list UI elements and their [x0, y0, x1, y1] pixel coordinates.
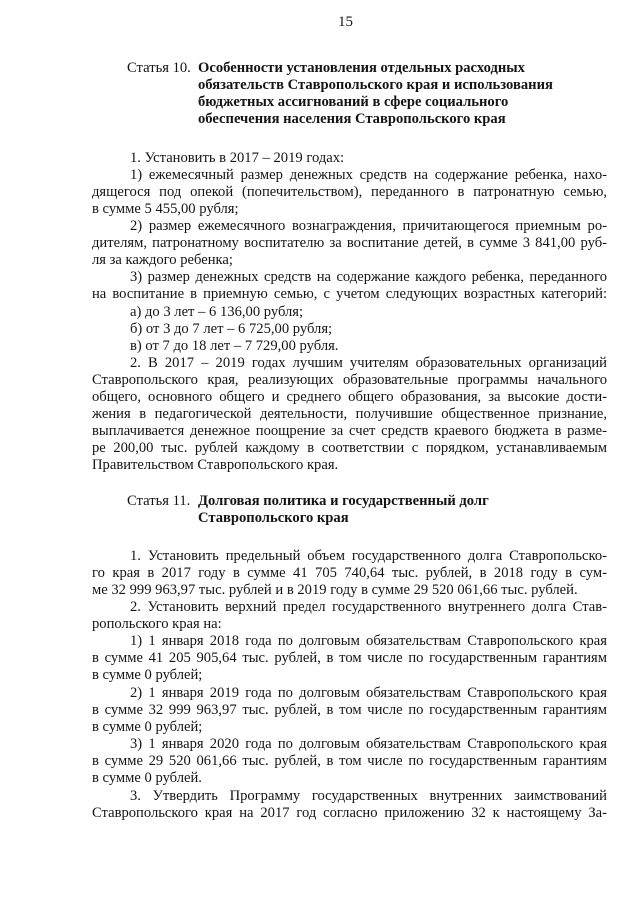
article-10-text-line: ля за каждого ребенка;	[92, 252, 233, 268]
article-11-text-line: 3. Утвердить Программу государственных внутренних заимствований	[130, 788, 607, 804]
article-10-text-line: в сумме 5 455,00 рубля;	[92, 201, 239, 217]
article-11-text-line: 2) 1 января 2019 года по долговым обязательствам Ставропольского края	[130, 685, 607, 701]
article-11-text-line: ме 32 999 963,97 тыс. рублей и в 2019 году в сумме 29 520 061,66 тыс. рублей.	[92, 582, 578, 598]
article-11-title-line: Ставропольского края	[198, 510, 349, 526]
article-11-title-line: Долговая политика и государственный долг	[198, 493, 489, 509]
article-10-title-line: обязательств Ставропольского края и использования	[198, 77, 553, 93]
article-11-text-line: в сумме 29 520 061,66 тыс. рублей, в том числе по государственным гарантиям	[92, 753, 607, 769]
article-10-title-line: Особенности установления отдельных расходных	[198, 60, 525, 76]
article-10-text-line: а) до 3 лет – 6 136,00 рубля;	[130, 304, 304, 320]
article-10-text-line: 3) размер денежных средств на содержание каждого ребенка, переданного	[130, 269, 607, 285]
article-11-text-line: 1) 1 января 2018 года по долговым обязательствам Ставропольского края	[130, 633, 607, 649]
article-10-text-line: выплачивается денежное поощрение за счет средств краевого бюджета в разме-	[92, 423, 607, 439]
article-10-text-line: жения в педагогической деятельности, получившие общественное признание,	[92, 406, 607, 422]
article-11-label: Статья 11.	[127, 493, 191, 509]
article-10-text-line: дящегося под опекой (попечительством), переданного в патронатную семью,	[92, 184, 607, 200]
article-10-text-line: 2. В 2017 – 2019 годах лучшим учителям образовательных организаций	[130, 355, 607, 371]
article-11-text-line: в сумме 0 рублей;	[92, 719, 203, 735]
article-10-text-line: 1. Установить в 2017 – 2019 годах:	[130, 150, 345, 166]
article-11-text-line: Ставропольского края на 2017 год согласно приложению 32 к настоящему За-	[92, 805, 607, 821]
article-10-text-line: Ставропольского края, реализующих образовательные программы начального	[92, 372, 607, 388]
article-11-text-line: в сумме 41 205 905,64 тыс. рублей, в том числе по государственным гарантиям	[92, 650, 607, 666]
article-10-text-line: 2) размер ежемесячного вознаграждения, причитающегося приемным ро-	[130, 218, 607, 234]
article-11-text-line: 1. Установить предельный объем государственного долга Ставропольско-	[130, 548, 607, 564]
article-10-text-line: ре 200,00 тыс. рублей каждому в соответствии с порядком, устанавливаемым	[92, 440, 607, 456]
article-11-text-line: 3) 1 января 2020 года по долговым обязательствам Ставропольского края	[130, 736, 607, 752]
article-10-text-line: на воспитание в приемную семью, с учетом следующих возрастных категорий:	[92, 286, 607, 302]
article-10-text-line: общего, основного общего и среднего общего образования, за высокие дости-	[92, 389, 607, 405]
article-11-text-line: го края в 2017 году в сумме 41 705 740,64 тыс. рублей, в 2018 году в сум-	[92, 565, 607, 581]
article-11-text-line: 2. Установить верхний предел государственного внутреннего долга Став-	[130, 599, 607, 615]
article-11-text-line: в сумме 0 рублей.	[92, 770, 202, 786]
article-10-text-line: Правительством Ставропольского края.	[92, 457, 339, 473]
page-number: 15	[338, 14, 353, 30]
article-10-title-line: бюджетных ассигнований в сфере социального	[198, 94, 509, 110]
article-11-text-line: в сумме 0 рублей;	[92, 667, 203, 683]
article-10-text-line: б) от 3 до 7 лет – 6 725,00 рубля;	[130, 321, 333, 337]
article-10-text-line: дителям, патронатному воспитателю за воспитание детей, в сумме 3 841,00 руб-	[92, 235, 607, 251]
article-10-text-line: 1) ежемесячный размер денежных средств на содержание ребенка, нахо-	[130, 167, 607, 183]
article-11-text-line: в сумме 32 999 963,97 тыс. рублей, в том числе по государственным гарантиям	[92, 702, 607, 718]
article-11-text-line: ропольского края на:	[92, 616, 222, 632]
article-10-text-line: в) от 7 до 18 лет – 7 729,00 рубля.	[130, 338, 339, 354]
article-10-title-line: обеспечения населения Ставропольского края	[198, 111, 506, 127]
article-10-label: Статья 10.	[127, 60, 191, 76]
